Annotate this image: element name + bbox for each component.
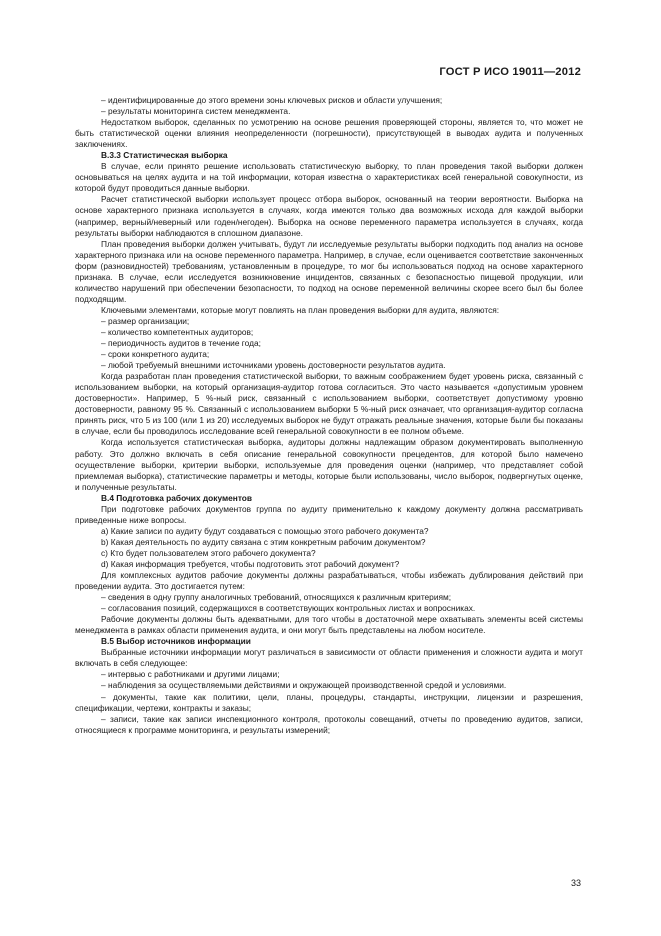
list-item: – документы, такие как политики, цели, планы, процедуры, стандарты, инструкции, лицензии и разрешения, спецификации, чертежи, контракты и заказы; (75, 691, 583, 713)
paragraph: Рабочие документы должны быть адекватными, для того чтобы в достаточной мере охватывать элементы всей системы менеджмента в рамках области применения аудита, и они могут быть представлены на любом носителе. (75, 614, 583, 636)
page-number: 33 (570, 878, 581, 888)
list-item: – согласования позиций, содержащихся в соответствующих контрольных листах и вопросниках. (101, 603, 476, 614)
paragraph: Для комплексных аудитов рабочие документы должны разрабатываться, чтобы избежать дублирования действий при проведении аудита. Это достигается путем: (75, 570, 583, 592)
list-item: – наблюдения за осуществляемыми действиями и окружающей производственной средой и условиями. (101, 680, 507, 691)
paragraph: Недостатком выборок, сделанных по усмотрению на основе решения проверяющей стороны, является то, что может не быть статистической оценки влияния неопределенности (погрешности), присутствующей в выводах аудита и полученных заключениях. (75, 117, 583, 150)
list-item: a) Какие записи по аудиту будут создаваться с помощью этого рабочего документа? (101, 525, 429, 536)
list-item: – количество компетентных аудиторов; (101, 326, 254, 337)
list-item: – идентифицированные до этого времени зоны ключевых рисков и области улучшения; (101, 95, 443, 105)
list-item: – размер организации; (101, 315, 190, 326)
section-heading-b33: B.3.3 Статистическая выборка (101, 150, 228, 161)
list-item: – сроки конкретного аудита; (101, 349, 210, 360)
list-item: b) Какая деятельность по аудиту связана с этим конкретным рабочим документом? (101, 536, 426, 547)
paragraph: В случае, если принято решение использовать статистическую выборку, то план проведения такой выборки должен основываться на целях аудита и на той информации, которая известна о характеристиках всей генеральной совокупности, из которой будут проводиться данные выборки. (75, 161, 583, 194)
paragraph: Когда используется статистическая выборка, аудиторы должны надлежащим образом документировать выполненную работу. Это должно включать в себя описание генеральной совокупности прецедентов, для которой было намечено осуществление выборки, критерии выборки, используемые для проведения оценки (например, что представляет собой приемлемая выборка), статистические параметры и методы, которые были использованы, число выборок, подвергнутых оценке, и полученные результаты. (75, 437, 583, 492)
paragraph: Выбранные источники информации могут различаться в зависимости от области применения и сложности аудита и могут включать в себя следующее: (75, 647, 583, 669)
paragraph: Когда разработан план проведения статистической выборки, то важным соображением будет уровень риска, связанный с использованием выборки, на который организация-аудитор готова согласиться. Это часто называется «допустимым уровнем достоверности». Например, 5 %-ный риск, связанный с использованием выборки, соответствует допустимому уровню достоверности, равному 95 %. Связанный с использованием выборки 5 %-ный риск означает, что организация-аудитор согласна принять риск, что 5 из 100 (или 1 из 20) исследуемых выборок не будут отражать реальные значения, которые были бы показаны в случае, если бы проводилось исследование всей генеральной совокупности в ее полном объеме. (75, 371, 583, 437)
paragraph: Расчет статистической выборки использует процесс отбора выборок, основанный на теории вероятности. Выборка на основе характерного признака используется в случаях, когда имеются только два возможных исхода для каждой выборки (например, верный/неверный или годен/негоден). Выборка на основе переменного параметра используется в случаях, когда результаты выборки наблюдаются в сплошном диапазоне. (75, 194, 583, 238)
list-item: d) Какая информация требуется, чтобы подготовить этот рабочий документ? (101, 558, 400, 569)
list-item: – любой требуемый внешними источниками уровень достоверности результатов аудита. (101, 360, 446, 371)
list-item: – записи, такие как записи инспекционного контроля, протоколы совещаний, отчеты по проведению аудитов, записи, относящиеся к программе мониторинга, и результаты измерений; (75, 713, 583, 735)
document-body (75, 95, 583, 736)
list-item: – периодичность аудитов в течение года; (101, 338, 261, 349)
paragraph: Ключевыми элементами, которые могут повлиять на план проведения выборки для аудита, являются: (101, 304, 500, 315)
document-id-header: ГОСТ Р ИСО 19011—2012 (439, 66, 581, 78)
paragraph: План проведения выборки должен учитывать, будут ли исследуемые результаты выборки подходить под анализ на основе характерного признака или на основе переменного параметра. Например, в случае, если оценивается соответствие законченных форм (разновидностей) требованиям, установленным в процедуре, то мог бы использоваться подход на основе характерного признака. В случае, если исследуется возникновение инцидентов, связанных с безопасностью пищевой продукции, или количество нарушений при обеспечении безопасности, то подход на основе переменной величины скорее всего был бы более подходящим. (75, 238, 583, 304)
list-item: – сведения в одну группу аналогичных требований, относящихся к различным критериям; (101, 592, 452, 603)
list-item: – результаты мониторинга систем менеджмента. (101, 106, 291, 117)
list-item: c) Кто будет пользователем этого рабочего документа? (101, 547, 316, 558)
section-heading-b4: B.4 Подготовка рабочих документов (101, 492, 253, 503)
section-heading-b5: B.5 Выбор источников информации (101, 636, 251, 647)
paragraph: При подготовке рабочих документов группа по аудиту применительно к каждому документу должна рассматривать приведенные ниже вопросы. (75, 503, 583, 525)
list-item: – интервью с работниками и другими лицами; (101, 669, 280, 680)
